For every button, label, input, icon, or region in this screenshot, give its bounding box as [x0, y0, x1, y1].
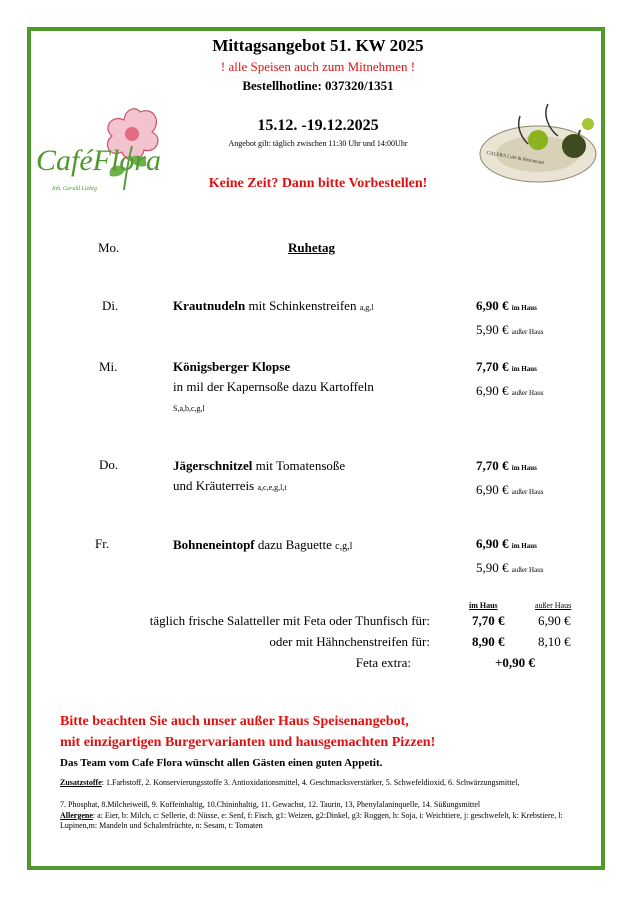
- calera-logo: [476, 96, 606, 194]
- dish-thursday: [173, 456, 345, 498]
- label-out-house: außer Haus: [511, 328, 544, 336]
- cup-logo-icon: [476, 96, 606, 194]
- additives-text-2: 7. Phosphat, 8.Milcheiweiß, 9. Koffeinhaltig, 10.Chininhaltig, 11. Gewachst, 12. Taurin, 13, Phenylalaninquelle, 14. Süßungsmittel: [60, 800, 481, 809]
- dish-allergens: c,g,l: [335, 541, 353, 552]
- salad-price-2-in: 8,90 €: [472, 634, 505, 649]
- dish-allergens: S,a,b,c,g,l: [173, 404, 205, 413]
- price-out-house: 6,90 €: [476, 482, 509, 497]
- logo-owner: Inh. Gerald Liebig: [52, 186, 97, 192]
- dish-desc: dazu Baguette: [254, 537, 332, 552]
- price-in-house: 7,70 €: [476, 458, 509, 473]
- dish-allergens: a,c,e,g,l,t: [257, 483, 287, 492]
- salad-price-2-out: 8,10 €: [538, 634, 571, 649]
- price-out-house: 5,90 €: [476, 322, 509, 337]
- salad-line-1: täglich frische Salatteller mit Feta oder Thunfisch für:: [149, 613, 430, 628]
- price-in-house: 7,70 €: [476, 359, 509, 374]
- allergens-text: [60, 811, 580, 831]
- label-in-house: im Haus: [511, 365, 537, 373]
- salad-line-3: Feta extra:: [355, 655, 411, 670]
- day-wednesday: Mi.: [99, 359, 118, 374]
- logo-text: CaféFlora: [36, 144, 161, 177]
- dish-name: Jägerschnitzel: [173, 458, 253, 473]
- price-tuesday: [476, 295, 543, 343]
- preorder-note: Keine Zeit? Dann bitte Vorbestellen!: [208, 176, 428, 191]
- valid-time: Angebot gilt: täglich zwischen 11:30 Uhr und 14:00Uhr: [228, 139, 408, 148]
- promo-line-1: Bitte beachten Sie auch unser außer Haus Speisenangebot,: [60, 714, 409, 729]
- calera-text: CALERA Café & Restaurant: [486, 150, 545, 167]
- label-out-house: außer Haus: [511, 389, 544, 397]
- promo-line-2: mit einzigartigen Burgervarianten und hausgemachten Pizzen!: [60, 735, 436, 750]
- dish-tuesday: [173, 296, 373, 318]
- dish-wednesday: [173, 357, 374, 421]
- salad-price-1-out: 6,90 €: [538, 613, 571, 628]
- dish-allergens: a,g,l: [359, 303, 374, 312]
- additives-list: : 1.Farbstoff, 2. Konservierungsstoffe 3. Antioxidationsmittel, 4. Geschmacksverstärker, 5. Schwefeldioxid, 6. Schwärzungsmittel,: [101, 778, 520, 787]
- label-in-house: im Haus: [511, 542, 537, 550]
- label-out-house: außer Haus: [511, 488, 544, 496]
- additives-label: Zusatzstoffe: [60, 778, 102, 787]
- team-greeting: Das Team vom Cafe Flora wünscht allen Gästen einen guten Appetit.: [60, 757, 383, 769]
- salad-line-2: oder mit Hähnchenstreifen für:: [269, 634, 430, 649]
- price-out-house: 6,90 €: [476, 383, 509, 398]
- feta-extra-price: +0,90 €: [495, 655, 535, 670]
- dish-name: Königsberger Klopse: [173, 359, 291, 374]
- dish-name: Bohneneintopf: [173, 537, 255, 552]
- dish-desc: mit Schinkenstreifen: [245, 298, 357, 313]
- dish-desc: mit Tomatensoße: [252, 458, 346, 473]
- order-hotline: Bestellhotline: 037320/1351: [242, 78, 394, 93]
- rest-day: Ruhetag: [288, 240, 335, 255]
- label-out-house: außer Haus: [511, 566, 544, 574]
- dish-friday: [173, 535, 352, 557]
- price-friday: [476, 533, 543, 581]
- price-in-house: 6,90 €: [476, 298, 509, 313]
- dish-desc: in mil der Kapernsoße dazu Kartoffeln: [173, 379, 374, 394]
- allergens-label: Allergene: [60, 811, 93, 820]
- allergens-list: : a: Eier, b: Milch, c: Sellerie, d: Nüsse, e: Senf, f: Fisch, g1: Weizen, g2:Dinkel, g3: Roggen, h: Soja, i: Weichtiere, j: geschwefelt, k: Krebstiere, l: Lupinen,m: Mandeln und Schalenfrüchte, n: Sesam, t: Tomaten: [60, 811, 563, 830]
- cafe-flora-logo: [36, 102, 168, 206]
- salad-price-1-in: 7,70 €: [472, 613, 505, 628]
- price-wednesday: [476, 356, 543, 404]
- dish-desc-2: und Kräuterreis: [173, 478, 255, 493]
- salad-header-out: außer Haus: [535, 601, 572, 610]
- label-in-house: im Haus: [511, 464, 537, 472]
- label-in-house: im Haus: [511, 304, 537, 312]
- date-range: 15.12. -19.12.2025: [257, 117, 379, 134]
- dish-name: Krautnudeln: [173, 298, 246, 313]
- price-in-house: 6,90 €: [476, 536, 509, 551]
- takeaway-note: ! alle Speisen auch zum Mitnehmen !: [220, 59, 416, 74]
- salad-header-in: im Haus: [469, 601, 498, 610]
- price-out-house: 5,90 €: [476, 560, 509, 575]
- day-friday: Fr.: [95, 536, 110, 551]
- additives-text: [60, 778, 580, 788]
- day-tuesday: Di.: [102, 298, 119, 313]
- price-thursday: [476, 455, 543, 503]
- page-title: Mittagsangebot 51. KW 2025: [212, 36, 424, 55]
- day-monday: Mo.: [98, 240, 120, 255]
- day-thursday: Do.: [99, 457, 119, 472]
